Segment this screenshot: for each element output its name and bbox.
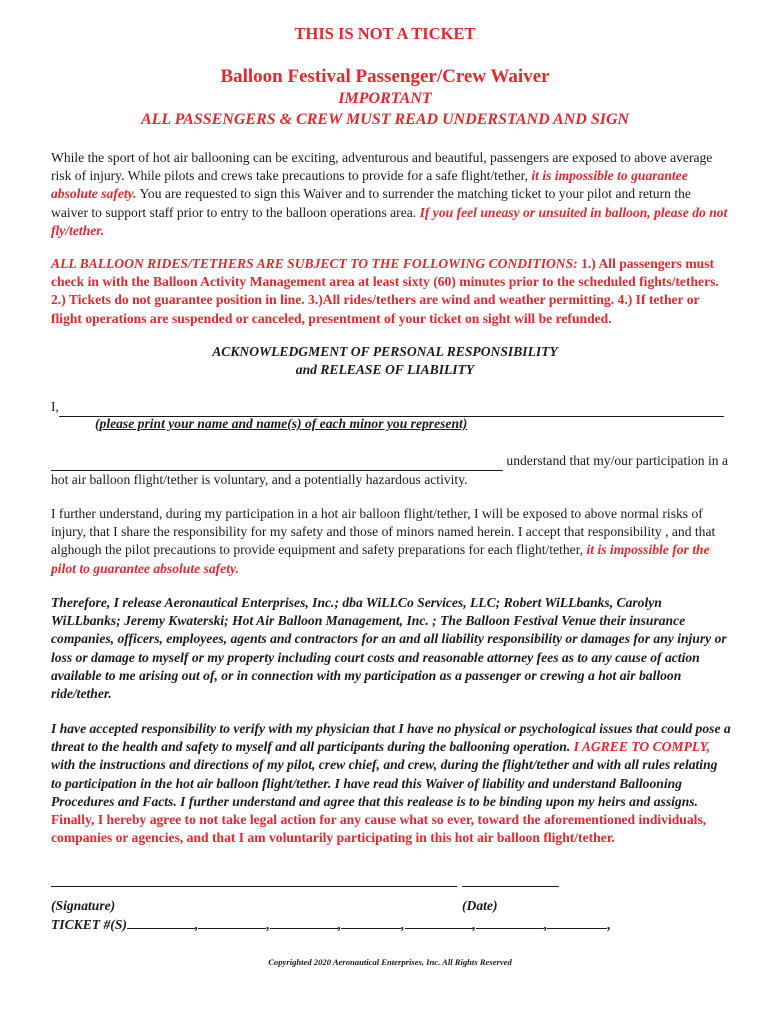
understand-paragraph: [51, 452, 731, 489]
intro-warning-uneasy: If you feel uneasy or unsuited in balloon, please do not fly/tether.: [51, 204, 728, 238]
ticket-field-6[interactable]: [476, 916, 544, 929]
further-text: I further understand, during my participation in a hot air balloon flight/tether, I will be exposed to above normal risks of injury, that I share the responsibility for my safety and those of minors named herein. I accept that responsibility , and that alghough the pilot precautions to provide equipment and safety preparations for each flight/tether,: [51, 506, 716, 558]
conditions-lead: ALL BALLOON RIDES/TETHERS ARE SUBJECT TO THE FOLLOWING CONDITIONS:: [51, 256, 582, 271]
not-a-ticket-heading: THIS IS NOT A TICKET: [294, 24, 476, 43]
conditions-paragraph: [51, 255, 731, 328]
date-label: (Date): [462, 898, 498, 913]
ticket-field-7[interactable]: [547, 916, 607, 929]
accepted-text-2: with the instructions and directions of my pilot, crew chief, and crew, during the flight/tether and with all rules relating to participation in the hot air balloon flight/tether. I have read this Waiver of liability and understand Ballooning Procedures and Facts. I further understand and agree that this realease is to be binding upon my heirs and assigns.: [51, 757, 718, 809]
ticket-numbers-row: TICKET #(S) , , , , , , ,: [51, 917, 611, 932]
further-warning: it is impossible for the pilot to guarantee absolute safety.: [51, 542, 710, 576]
important-heading: IMPORTANT: [338, 90, 432, 107]
no-legal-action-clause: Finally, I hereby agree to not take legal action for any cause what so ever, toward the aforementioned individuals, companies or agencies, and that I am voluntarily participating in this hot air balloon flight/tether.: [51, 812, 707, 846]
ticket-field-1[interactable]: [127, 916, 195, 929]
ticket-field-2[interactable]: [198, 916, 266, 929]
copyright-footer: Copyrighted 2020 Aeronautical Enterprises, Inc. All Rights Reserved: [268, 957, 512, 967]
ticket-field-3[interactable]: [270, 916, 338, 929]
conditions-body: 1.) All passengers must check in with the Balloon Activity Management area at least sixty (60) minutes prior to the scheduled fights/tethers. 2.) Tickets do not guarantee position in line. 3.)All rides/tethers are wind and weather permitting. 4.) If tether or flight operations are suspended or canceled, presentment of your ticket on sight will be refunded.: [51, 256, 719, 326]
acknowledgment-heading: ACKNOWLEDGMENT OF PERSONAL RESPONSIBILITY: [212, 344, 558, 359]
document-title: Balloon Festival Passenger/Crew Waiver: [220, 66, 550, 87]
release-paragraph: Therefore, I release Aeronautical Enterprises, Inc.; dba WiLLCo Services, LLC; Robert WiLLbanks, Carolyn WiLLbanks; Jeremy Kwaterski; Hot Air Balloon Management, Inc. ; The Balloon Festival Venue their insurance companies, officers, employees, agents and contractors for an and all liability responsibility or damages for any injury or loss or damage to myself or my property including court costs and reasonable attorney fees as to any cause of action available to me arising out of, or in connection with my participation as a passenger or crewing a hot air balloon ride/tether.: [51, 595, 727, 702]
accepted-text-1: I have accepted responsibility to verify with my physician that I have no physical or psychological issues that could pose a threat to the health and safety to myself and all participants during the ballooning operation.: [51, 721, 731, 755]
name-instruction: (please print your name and name(s) of each minor you represent): [95, 416, 468, 431]
accepted-paragraph: [51, 720, 731, 847]
signature-line[interactable]: [51, 886, 457, 887]
release-heading: and RELEASE OF LIABILITY: [295, 362, 475, 377]
name-prefix: I,: [51, 399, 59, 414]
agree-to-comply: I AGREE TO COMPLY,: [573, 739, 711, 755]
date-line[interactable]: [462, 886, 559, 887]
ticket-label: TICKET #(S): [51, 917, 127, 932]
intro-text-2: You are requested to sign this Waiver and to surrender the matching ticket to your pilot and return the waiver to support staff prior to entry to the balloon operations area.: [51, 186, 691, 220]
name-line: [51, 398, 731, 417]
intro-text-1: While the sport of hot air ballooning can be exciting, adventurous and beautiful, passengers are exposed to above average risk of injury. While pilots and crews take precautions to provide for a safe flight/tether,: [51, 150, 713, 184]
intro-warning-safety: it is impossible to guarantee absolute safety.: [51, 168, 688, 202]
participant-input-line[interactable]: [51, 452, 503, 471]
must-read-heading: ALL PASSENGERS & CREW MUST READ UNDERSTAND AND SIGN: [140, 111, 630, 128]
ticket-field-4[interactable]: [341, 916, 401, 929]
intro-paragraph: [51, 149, 731, 240]
understand-text: understand that my/our participation in a hot air balloon flight/tether is voluntary, and a potentially hazardous activity.: [51, 453, 728, 488]
ticket-field-5[interactable]: [405, 916, 473, 929]
name-input-line[interactable]: [59, 398, 724, 417]
signature-label: (Signature): [51, 898, 116, 913]
further-paragraph: [51, 505, 731, 578]
